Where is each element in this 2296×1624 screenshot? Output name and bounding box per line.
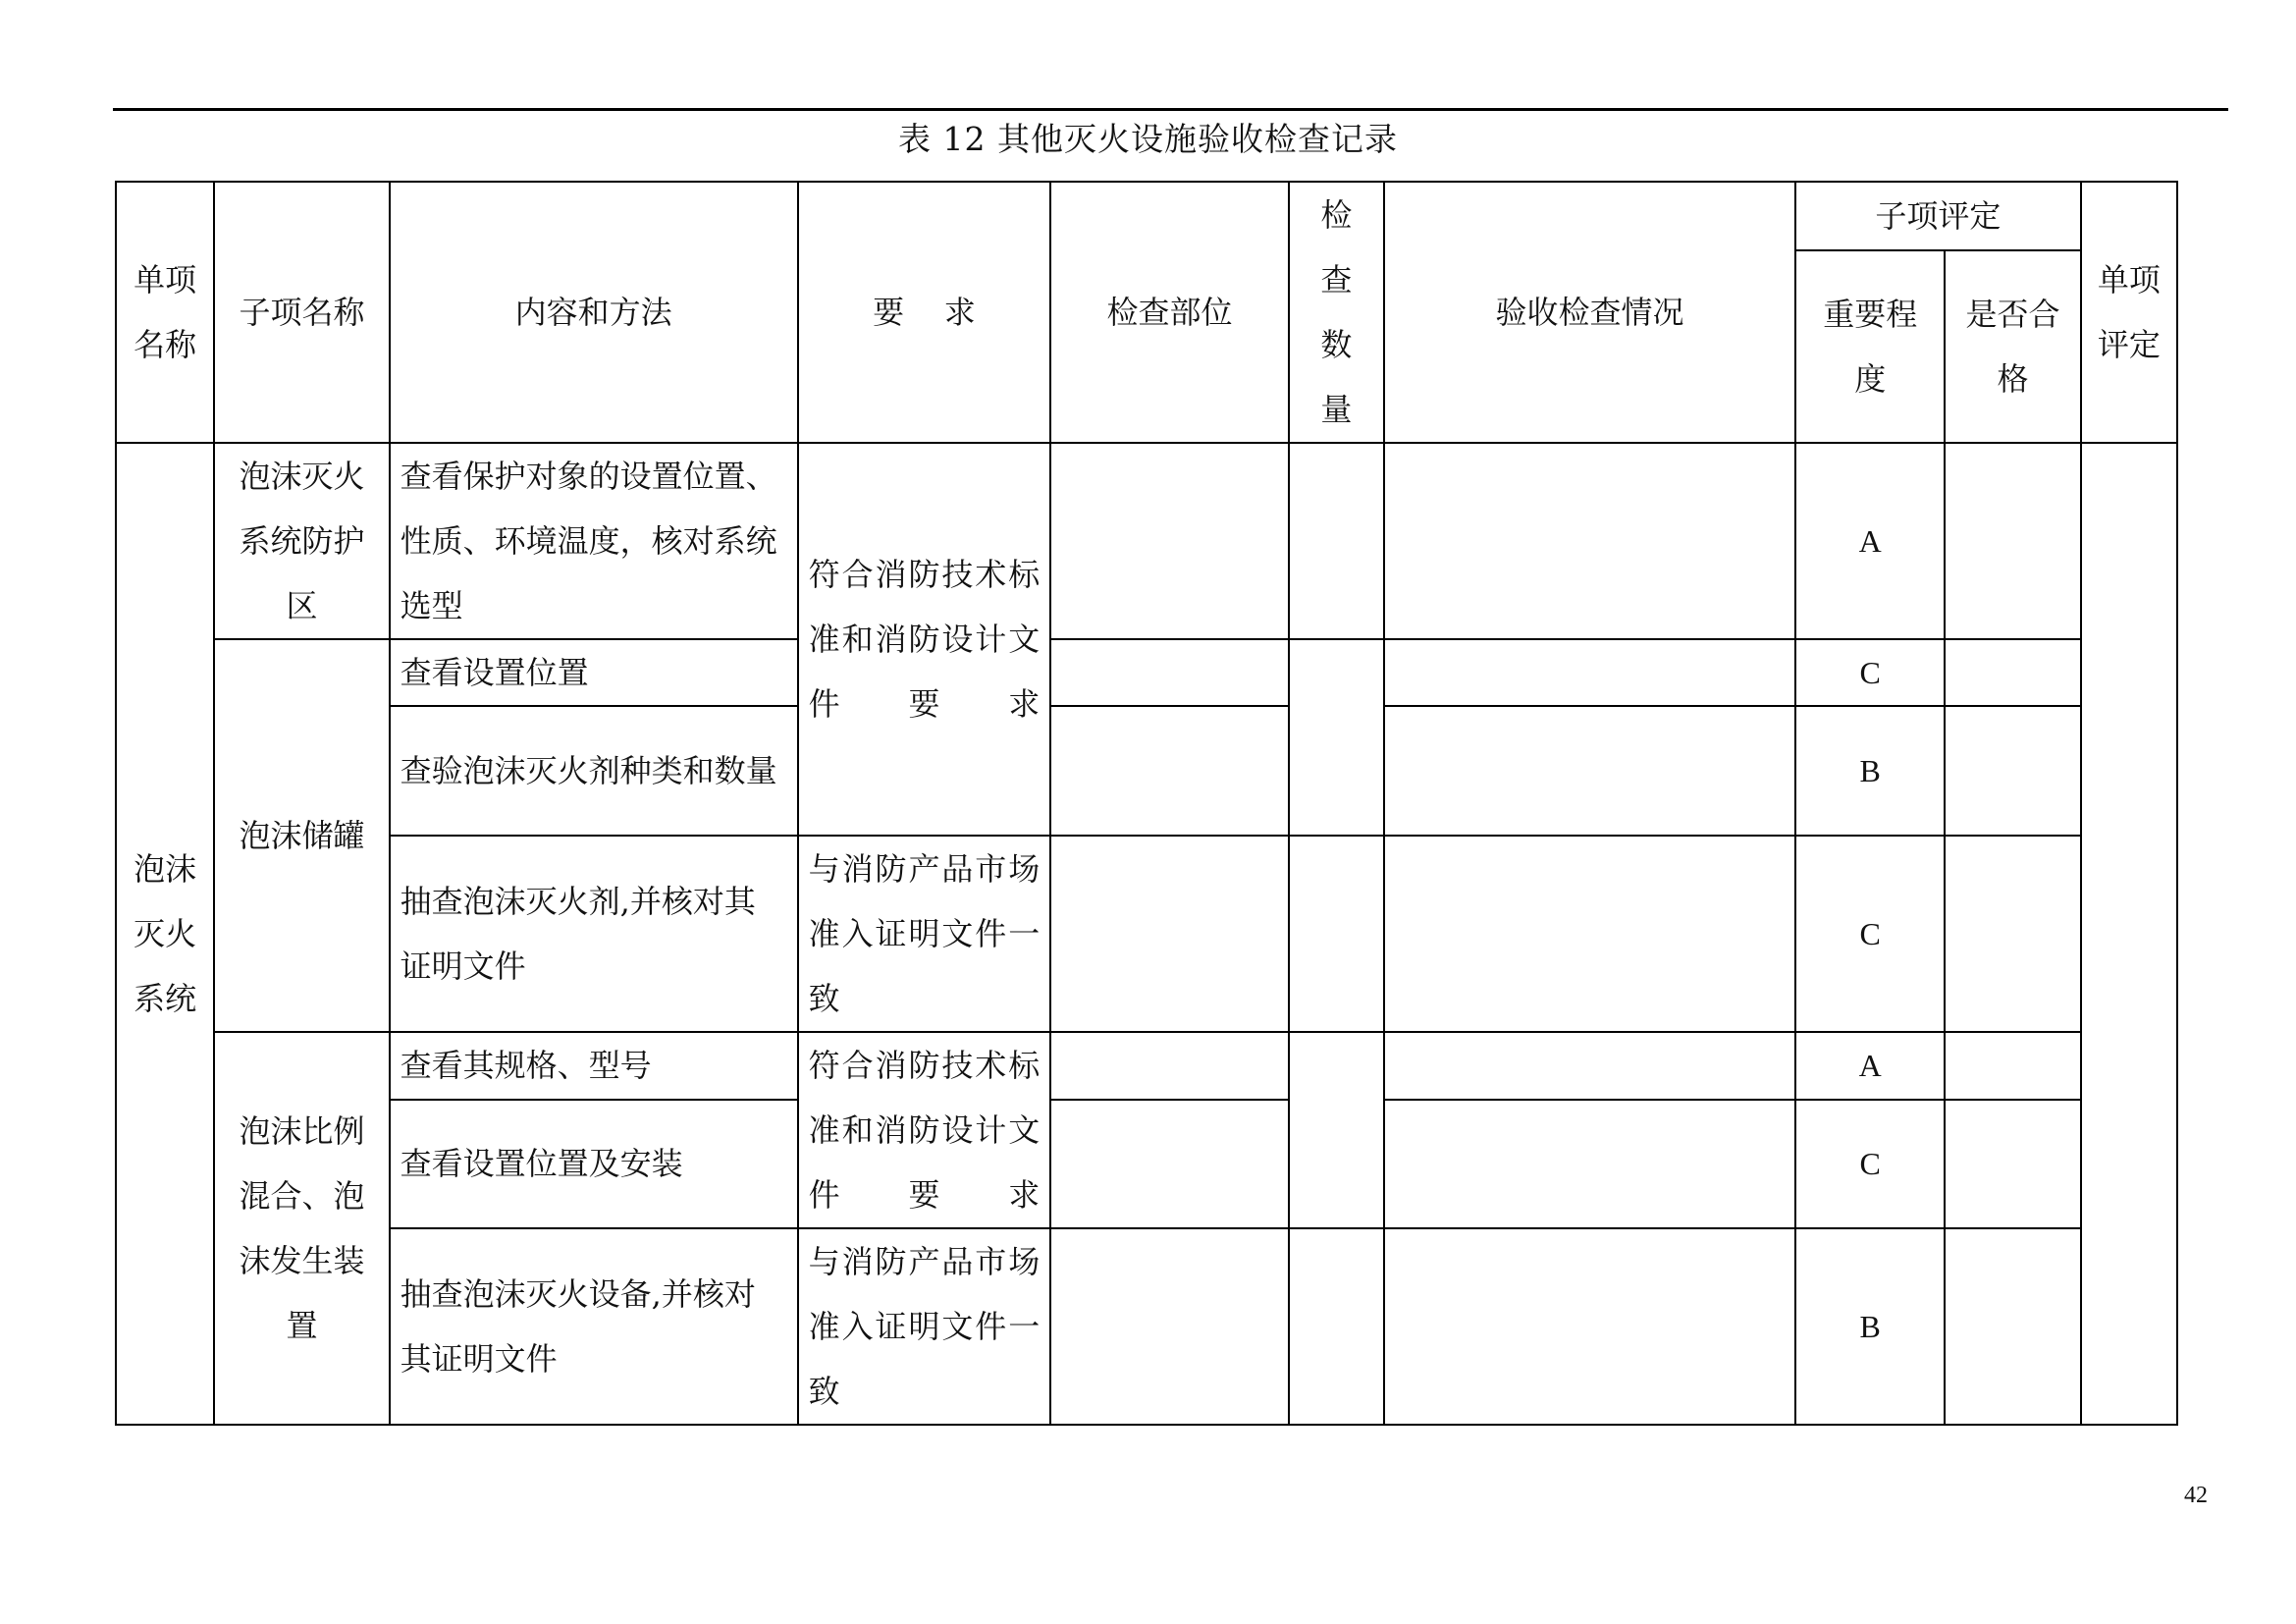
- qualified-cell: [1945, 706, 2080, 836]
- check-quantity-cell: [1289, 1032, 1384, 1228]
- importance-grade: B: [1795, 706, 1945, 836]
- content-cell: 查看其规格、型号: [390, 1032, 798, 1100]
- system-name-cell: 泡沫 灭火 系统: [116, 443, 214, 1425]
- inspection-result-cell: [1384, 1032, 1795, 1100]
- inspection-result-cell: [1384, 1100, 1795, 1228]
- importance-grade: C: [1795, 639, 1945, 706]
- check-location-cell: [1050, 1100, 1289, 1228]
- inspection-result-cell: [1384, 639, 1795, 706]
- check-location-cell: [1050, 706, 1289, 836]
- check-location-cell: [1050, 639, 1289, 706]
- qualified-cell: [1945, 1228, 2080, 1425]
- inspection-result-cell: [1384, 836, 1795, 1032]
- qualified-cell: [1945, 443, 2080, 639]
- header-item-rating: 单项 评定: [2081, 182, 2177, 443]
- requirement-cell: 符合消防技术标准和消防设计文件要求: [798, 1032, 1051, 1228]
- inspection-result-cell: [1384, 1228, 1795, 1425]
- sub-item-proportioner-generator: 泡沫比例 混合、泡 沫发生装 置: [214, 1032, 389, 1425]
- check-quantity-cell: [1289, 1228, 1384, 1425]
- header-check-location: 检查部位: [1050, 182, 1289, 443]
- requirement-cell: 与消防产品市场准入证明文件一致: [798, 836, 1051, 1032]
- content-cell: 抽查泡沫灭火设备,并核对其证明文件: [390, 1228, 798, 1425]
- qualified-cell: [1945, 836, 2080, 1032]
- qualified-cell: [1945, 1100, 2080, 1228]
- inspection-result-cell: [1384, 706, 1795, 836]
- header-item-name: 单项 名称: [116, 182, 214, 443]
- importance-grade: B: [1795, 1228, 1945, 1425]
- header-sub-item-rating: 子项评定: [1795, 182, 2081, 250]
- inspection-table: [115, 181, 2178, 1426]
- top-rule: [113, 108, 2228, 111]
- importance-grade: C: [1795, 1100, 1945, 1228]
- check-quantity-cell: [1289, 443, 1384, 639]
- qualified-cell: [1945, 639, 2080, 706]
- header-content-method: 内容和方法: [390, 182, 798, 443]
- qualified-cell: [1945, 1032, 2080, 1100]
- sub-item-foam-tank: 泡沫储罐: [214, 639, 389, 1032]
- content-cell: 查看设置位置及安装: [390, 1100, 798, 1228]
- content-cell: 查看保护对象的设置位置、性质、环境温度，核对系统选型: [390, 443, 798, 639]
- check-quantity-cell: [1289, 639, 1384, 836]
- requirement-cell: 与消防产品市场准入证明文件一致: [798, 1228, 1051, 1425]
- content-cell: 查看设置位置: [390, 639, 798, 706]
- header-importance: 重要程 度: [1795, 250, 1945, 443]
- importance-grade: A: [1795, 1032, 1945, 1100]
- inspection-result-cell: [1384, 443, 1795, 639]
- check-location-cell: [1050, 443, 1289, 639]
- header-qualified: 是否合 格: [1945, 250, 2080, 443]
- check-quantity-cell: [1289, 836, 1384, 1032]
- header-requirement: 要 求: [798, 182, 1051, 443]
- table-title: 表 12 其他灭火设施验收检查记录: [898, 120, 1398, 158]
- item-rating-cell: [2081, 443, 2177, 1425]
- check-location-cell: [1050, 836, 1289, 1032]
- content-cell: 抽查泡沫灭火剂,并核对其证明文件: [390, 836, 798, 1032]
- content-cell: 查验泡沫灭火剂种类和数量: [390, 706, 798, 836]
- header-check-quantity: 检 查 数 量: [1289, 182, 1384, 443]
- sub-item-protection-zone: 泡沫灭火 系统防护 区: [214, 443, 389, 639]
- page-number: 42: [2184, 1483, 2208, 1508]
- importance-grade: C: [1795, 836, 1945, 1032]
- requirement-cell: 符合消防技术标准和消防设计文件要求: [798, 443, 1051, 836]
- check-location-cell: [1050, 1032, 1289, 1100]
- header-sub-item-name: 子项名称: [214, 182, 389, 443]
- importance-grade: A: [1795, 443, 1945, 639]
- check-location-cell: [1050, 1228, 1289, 1425]
- header-inspection-result: 验收检查情况: [1384, 182, 1795, 443]
